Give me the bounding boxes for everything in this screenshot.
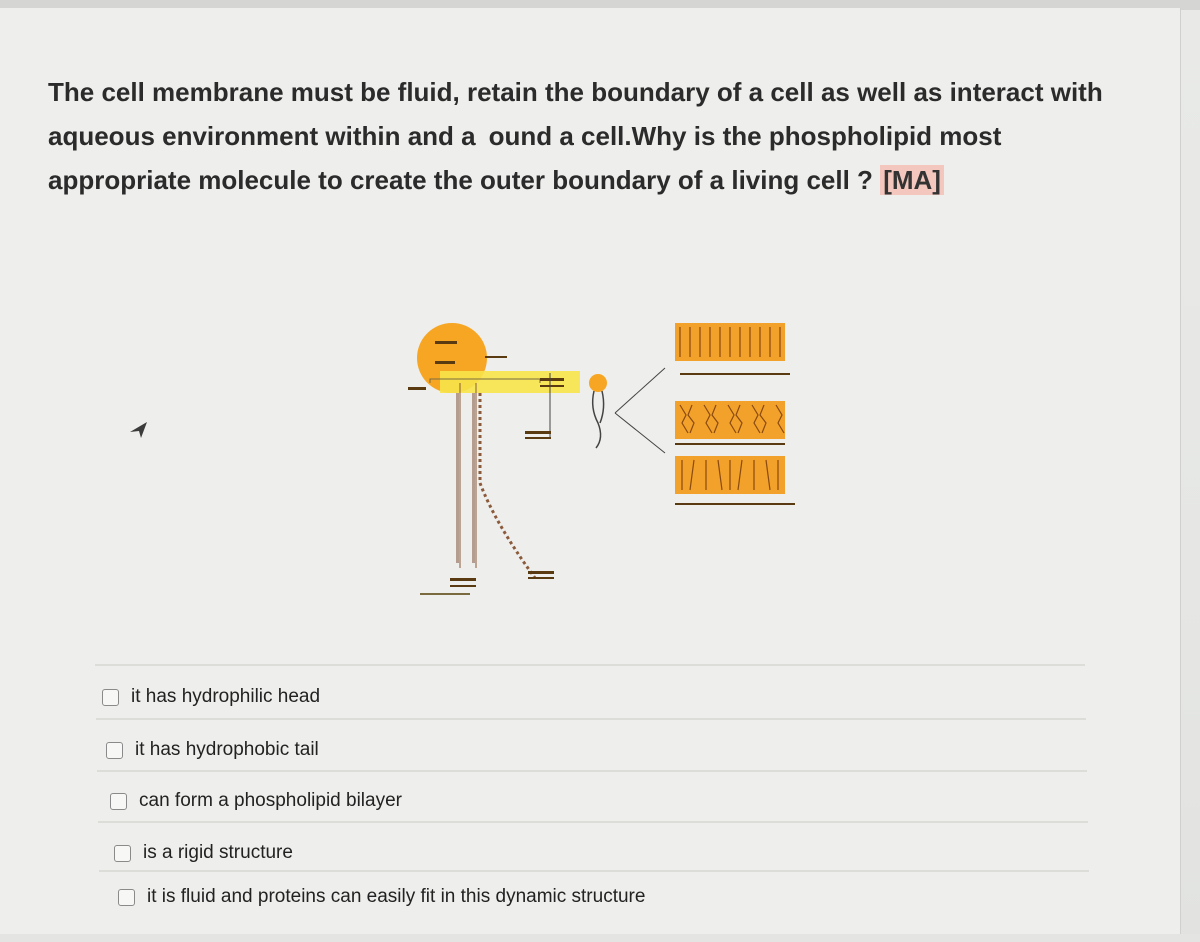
option-5-label: it is fluid and proteins can easily fit in this dynamic structure — [147, 886, 646, 907]
divider — [95, 664, 1085, 666]
option-3[interactable] — [110, 776, 402, 826]
phospholipid-diagram — [400, 313, 820, 618]
question-line-1: The cell membrane must be fluid, retain the boundary of a cell as well as interact with — [48, 77, 1103, 107]
option-5[interactable] — [118, 872, 645, 922]
bilayer-panels — [675, 323, 795, 505]
question-line-3: appropriate molecule to create the outer boundary of a living cell ? — [48, 165, 873, 195]
quiz-page — [0, 8, 1181, 934]
unsaturated-tail — [480, 393, 535, 578]
option-4-checkbox[interactable] — [114, 845, 131, 862]
divider — [96, 718, 1086, 720]
option-2-checkbox[interactable] — [106, 742, 123, 759]
phospholipid-symbol-head — [589, 374, 607, 392]
option-1-label: it has hydrophilic head — [131, 686, 321, 707]
option-1[interactable] — [102, 672, 320, 722]
option-4-label: is a rigid structure — [143, 842, 293, 863]
multiple-answer-tag: [MA] — [880, 165, 944, 195]
question-text — [48, 70, 1128, 202]
divider — [97, 770, 1087, 772]
option-3-checkbox[interactable] — [110, 793, 127, 810]
glycerol-band — [440, 371, 580, 393]
option-5-checkbox[interactable] — [118, 889, 135, 906]
question-line-2: aqueous environment within and a ound a cell.Why is the phospholipid most — [48, 121, 1002, 151]
option-1-checkbox[interactable] — [102, 689, 119, 706]
mouse-pointer-icon — [127, 418, 151, 442]
option-3-label: can form a phospholipid bilayer — [139, 790, 402, 811]
option-2-label: it has hydrophobic tail — [135, 739, 319, 760]
option-2[interactable] — [106, 725, 319, 775]
divider — [98, 821, 1088, 823]
answer-options — [0, 658, 1180, 942]
